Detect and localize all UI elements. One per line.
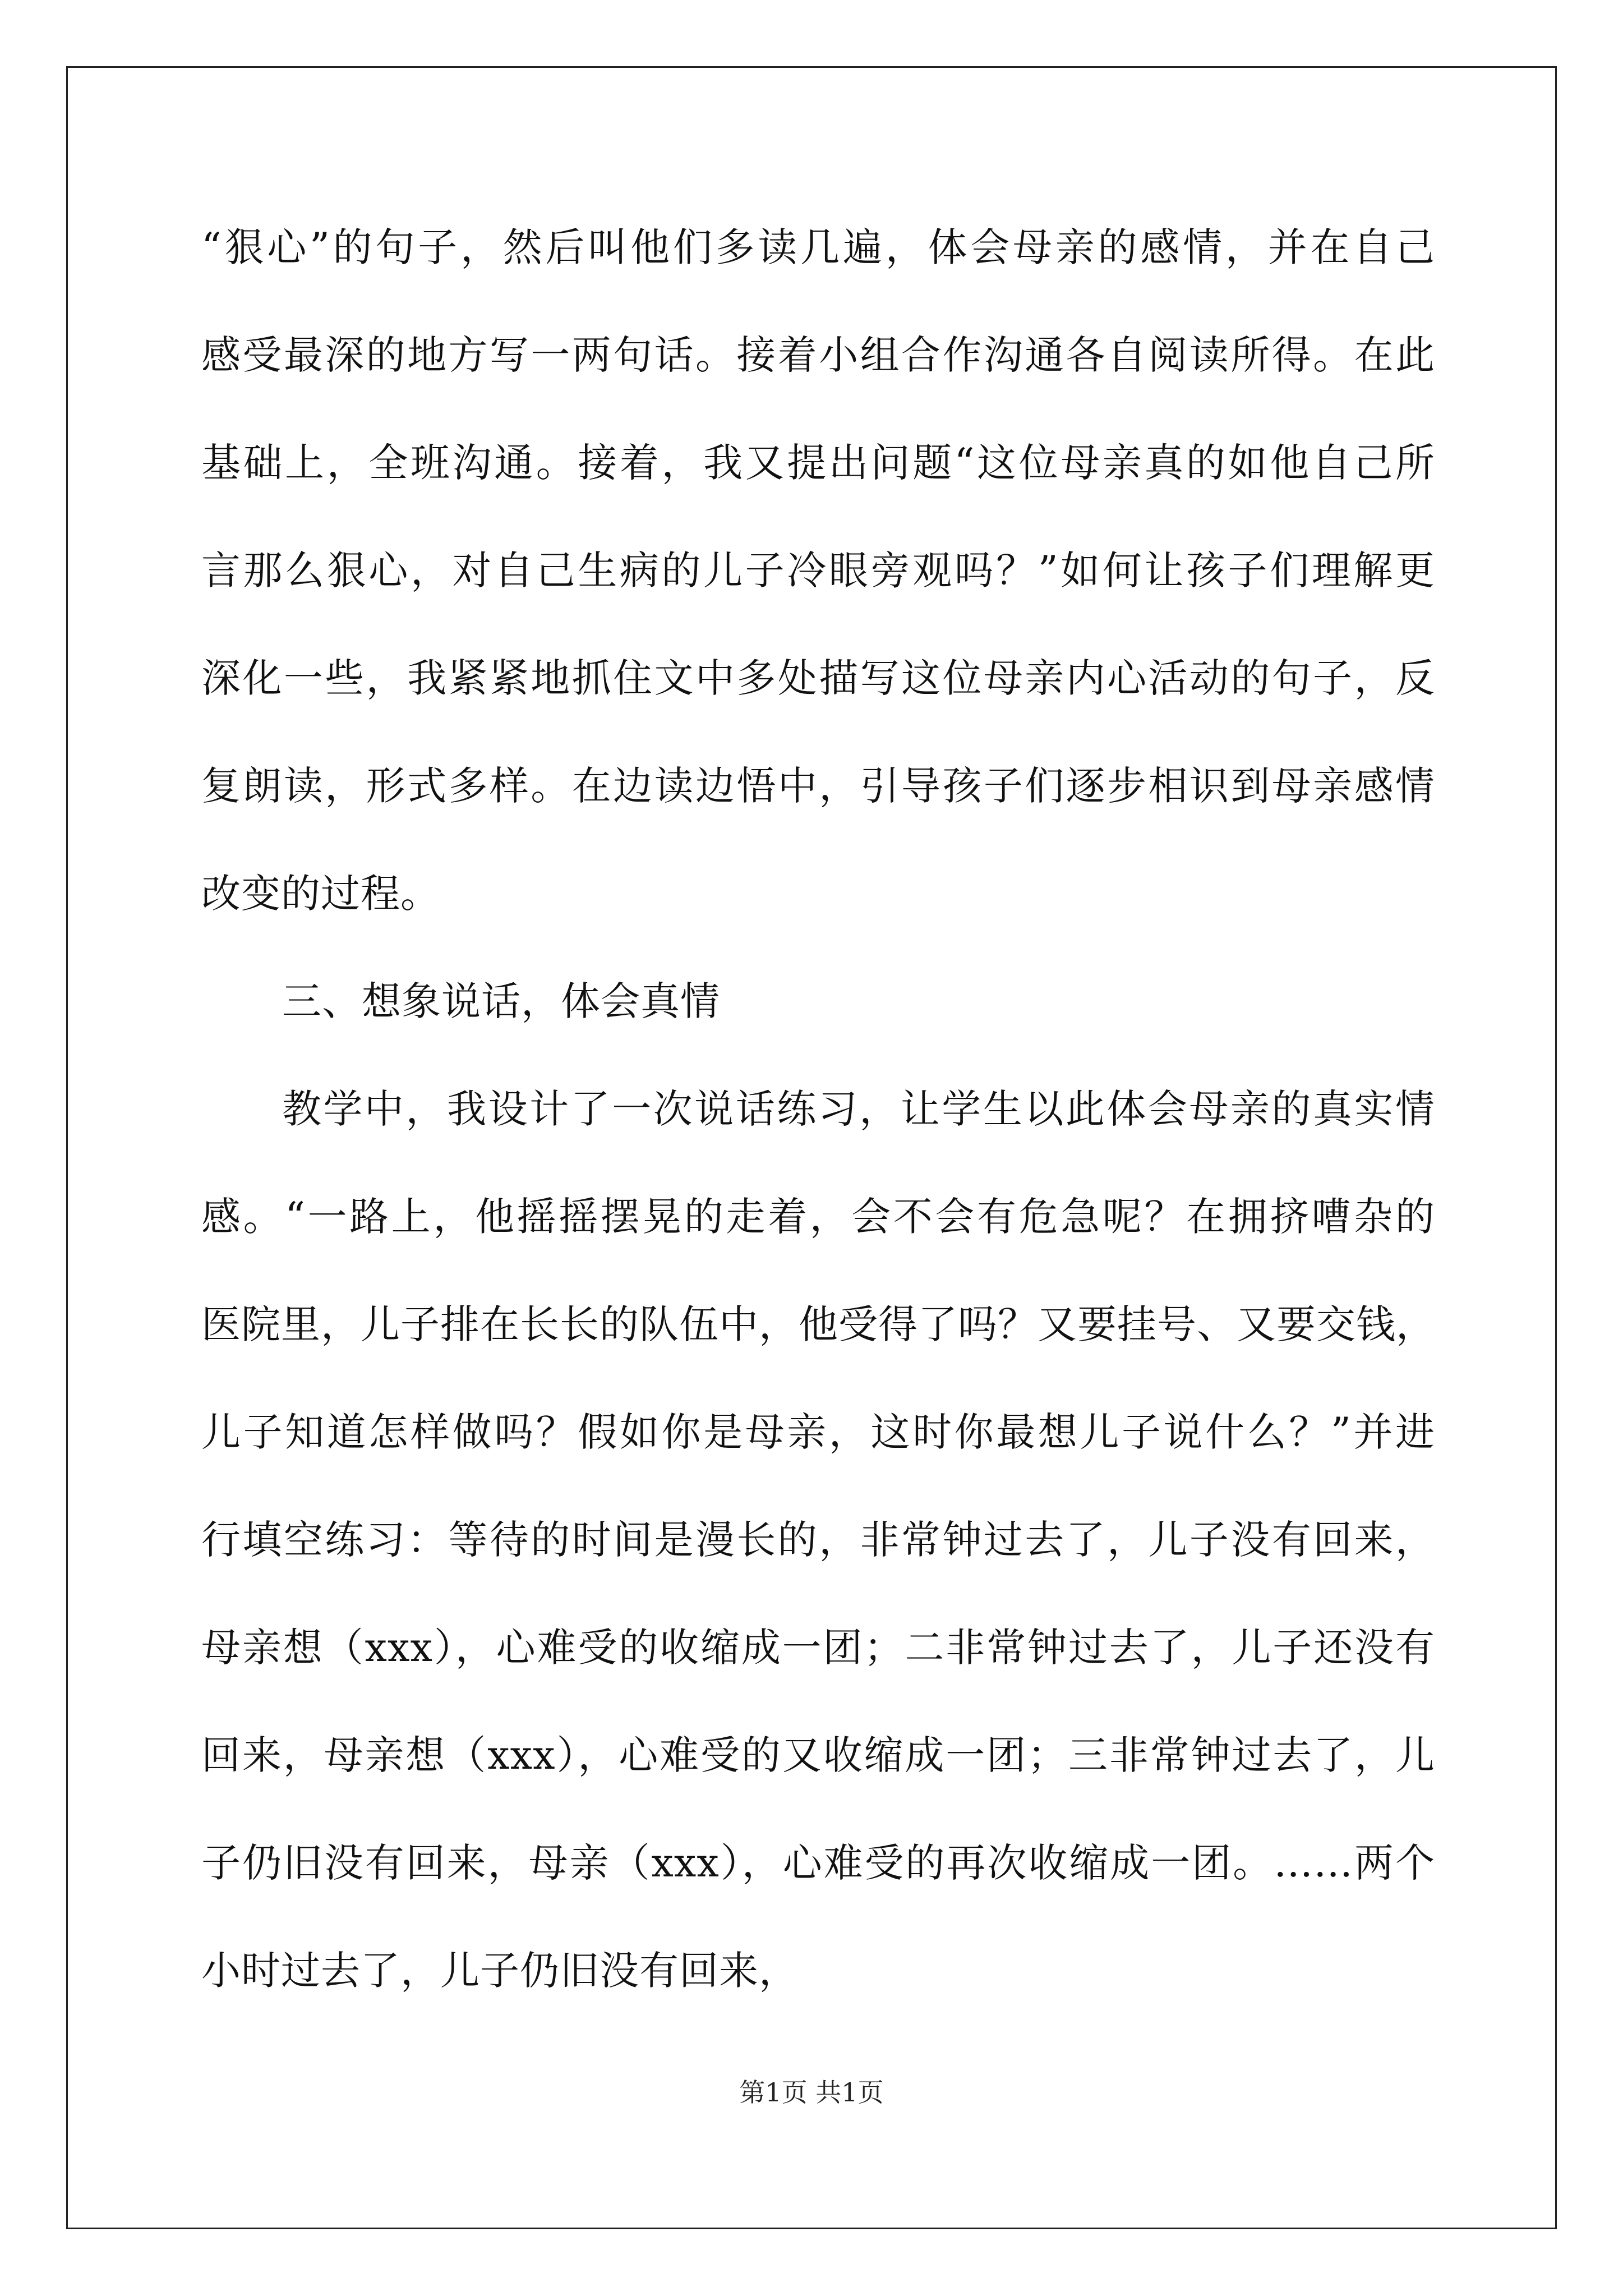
text-line: 深化一些，我紧紧地抓住文中多处描写这位母亲内心活动的句子，反 (201, 655, 1435, 701)
text-line: 小时过去了，儿子仍旧没有回来， (201, 1948, 799, 1994)
text-line: 教学中，我设计了一次说话练习，让学生以此体会母亲的真实情 (282, 1086, 1435, 1132)
text-line: 医院里，儿子排在长长的队伍中，他受得了吗？又要挂号、又要交钱， (201, 1301, 1436, 1347)
text-line: 儿子知道怎样做吗？假如你是母亲，这时你最想儿子说什么？”并进 (201, 1409, 1435, 1455)
text-line: 母亲想（xxx），心难受的收缩成一团；二非常钟过去了，儿子还没有 (201, 1625, 1435, 1671)
text-line: 言那么狠心，对自己生病的儿子冷眼旁观吗？”如何让孩子们理解更 (201, 547, 1435, 593)
text-line: 回来，母亲想（xxx），心难受的又收缩成一团；三非常钟过去了，儿 (201, 1732, 1435, 1778)
text-line: 感受最深的地方写一两句话。接着小组合作沟通各自阅读所得。在此 (201, 332, 1435, 378)
text-line: 子仍旧没有回来，母亲（xxx），心难受的再次收缩成一团。……两个 (201, 1840, 1435, 1886)
page-number-footer: 第1页 共1页 (739, 2077, 884, 2108)
text-line: 改变的过程。 (201, 871, 440, 917)
text-line: 基础上，全班沟通。接着，我又提出问题“这位母亲真的如他自己所 (201, 440, 1435, 486)
text-line: 复朗读，形式多样。在边读边悟中，引导孩子们逐步相识到母亲感情 (201, 763, 1435, 809)
page-frame (66, 66, 1557, 2229)
text-line: “狠心”的句子，然后叫他们多读几遍，体会母亲的感情，并在自己 (201, 224, 1435, 270)
text-line: 感。“一路上，他摇摇摆晃的走着，会不会有危急呢？在拥挤嘈杂的 (201, 1194, 1435, 1240)
section-heading: 三、想象说话，体会真情 (282, 978, 720, 1024)
text-line: 行填空练习：等待的时间是漫长的，非常钟过去了，儿子没有回来， (201, 1517, 1435, 1563)
